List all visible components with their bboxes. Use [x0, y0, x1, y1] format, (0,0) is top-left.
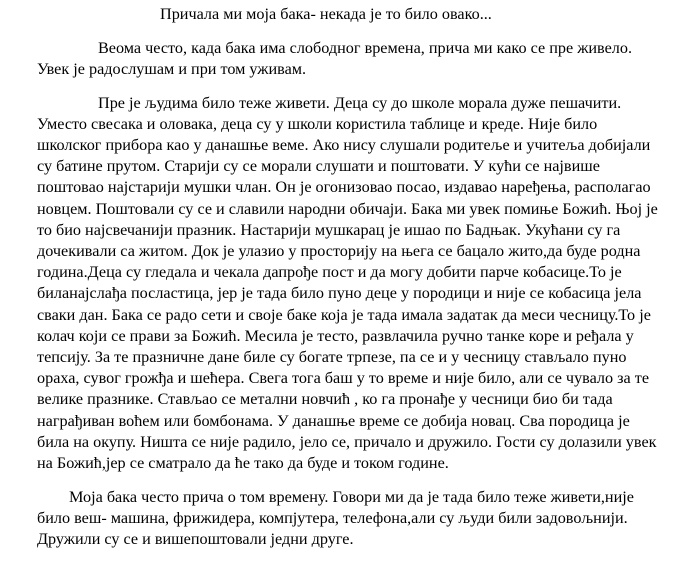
- paragraph-line: новцем. Поштовали су се и славили народни обичаји. Бака ми увек помиње Божић. Њој је: [37, 200, 658, 218]
- paragraph-line: поштовао најстарији мушки члан. Он је огонизовао посао, издавао наређења, располагао: [37, 178, 651, 196]
- paragraph-line: Моја бака често прича о том времену. Говори ми да је тада било теже живети,није: [69, 488, 634, 506]
- paragraph-line: Дружили су се и вишепоштовали једни друге.: [37, 530, 354, 548]
- paragraph-line: дочекивали са житом. Док је улазио у просторију на њега се бацало жито,да буде родна: [37, 242, 641, 260]
- document-title: Причала ми моја бака- некада је то било овако...: [160, 5, 492, 23]
- paragraph-line: година.Деца су гледала и чекала дапрође пост и да могу добити парче кобасице.То је: [37, 263, 622, 281]
- paragraph-line: су батине прутом. Старији су се морали слушати и поштовати. У кући се највише: [37, 157, 600, 175]
- paragraph-line: награђиван воћем или бомбонама. У данашње време се добија новац. Сва породица је: [37, 412, 630, 430]
- paragraph-line: Пре је људима било теже живети. Деца су до школе морала дуже пешачити.: [98, 94, 622, 112]
- paragraph-line: Увек је радослушам и при том уживам.: [37, 60, 307, 78]
- paragraph-line: биланајслађа посластица, јер је тада било пуно деце у породици и није се кобасица јела: [37, 284, 642, 302]
- paragraph-line: било веш- машина, фрижидера, компјутера, телефона,али су људи били задовољнији.: [37, 509, 628, 527]
- paragraph-line: Уместо свесака и оловака, деца су у школи користила таблице и креде. Није било: [37, 115, 598, 133]
- paragraph-line: ораха, сувог грожђа и шећера. Свега тога баш у то време и није било, али се чувало за те: [37, 369, 650, 387]
- paragraph-line: била на окупу. Ништа се није радило, јело се, причало и дружило. Гости су долазили увек: [37, 433, 657, 451]
- paragraph-line: на Божић,јер се сматрало да ће тако да буде и током године.: [37, 454, 449, 472]
- paragraph-line: тепсију. За те празничне дане биле су богате трпезе, па се и у чесницу стављало пуно: [37, 348, 627, 366]
- paragraph-line: сваки дан. Бака се радо сети и своје баке која је тада имала задатак да меси чесницу.То је: [37, 306, 651, 324]
- paragraph-line: колач који се прави за Божић. Месила је тесто, развлачила ручно танке коре и ређала у: [37, 327, 634, 345]
- paragraph-line: Веома често, када бака има слободног времена, прича ми како се пре живело.: [98, 39, 632, 57]
- paragraph-line: велике празнике. Стављао се метални новчић , ко га пронађе у чесници био би тада: [37, 390, 613, 408]
- paragraph-line: школског прибора као у данашње веме. Ако нису слушали родитеље и учитеља добијали: [37, 136, 651, 154]
- paragraph-line: то био најсвечанији празник. Настарији мушкарац је ишао по Бадњак. Укућани су га: [37, 221, 621, 239]
